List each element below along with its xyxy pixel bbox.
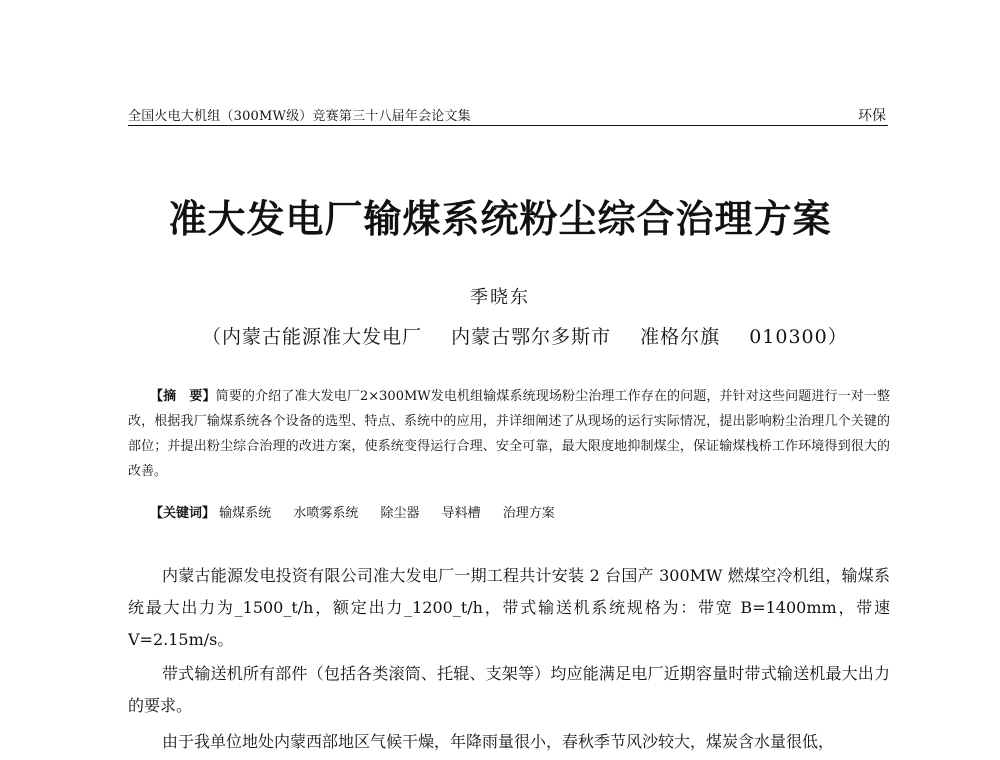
author-affiliation [202,322,848,349]
abstract [128,384,890,484]
affiliation-unit-name: 内蒙古能源准大发电厂 [222,326,423,348]
keyword: 输煤系统 [219,506,272,521]
body-text [128,560,890,758]
affiliation-open-paren: （ [202,326,223,348]
keyword: 治理方案 [502,506,555,521]
keyword: 除尘器 [380,506,420,521]
keyword: 水喷雾系统 [293,506,359,521]
running-head-proceedings: 全国火电大机组（300MW级）竞赛第三十八届年会论文集 [128,109,471,124]
paper-title: 准大发电厂输煤系统粉尘综合治理方案 [168,197,832,241]
keywords [150,503,890,525]
affiliation-unit [202,326,422,348]
affiliation-county: 准格尔旗 [640,326,721,348]
abstract-text: 简要的介绍了准大发电厂2×300MW发电机组输煤系统现场粉尘治理工作存在的问题，并针对这些问题进行一对一整改，根据我厂输煤系统各个设备的选型、特点、系统中的应用，并详细阐述了从现场的运行实际情况，提出影响粉尘治理几个关键的部位；并提出粉尘综合治理的改进方案，使系统变得运行合理、安全可靠，最大限度地抑制煤尘，保证输煤栈桥工作环境得到很大的改善。 [128,389,890,479]
keywords-label: 【关键词】 [150,506,216,521]
affiliation-close-paren: ） [827,326,848,348]
body-paragraph: 带式输送机所有部件（包括各类滚筒、托辊、支架等）均应能满足电厂近期容量时带式输送机最大出力的要求。 [128,664,890,715]
running-head-section: 环保 [858,108,886,124]
abstract-label: 【摘 要】 [150,389,216,404]
keyword: 导料槽 [441,506,481,521]
affiliation-postcode-group [749,326,848,348]
affiliation-postcode: 010300 [749,326,828,348]
body-paragraph: 内蒙古能源发电投资有限公司准大发电厂一期工程共计安装 2 台国产 300MW 燃煤空冷机组，输煤系统最大出力为_1500_t/h，额定出力_1200_t/h，带式输送机系统规格为：带宽 B=1400mm，带速 V=2.15m/s。 [128,566,890,649]
body-paragraph: 由于我单位地处内蒙西部地区气候干燥，年降雨量很小，春秋季节风沙较大，煤炭含水量很低， [162,732,835,751]
author-name: 季晓东 [470,287,530,308]
affiliation-place: 内蒙古鄂尔多斯市 [451,326,612,348]
running-head [128,103,888,126]
